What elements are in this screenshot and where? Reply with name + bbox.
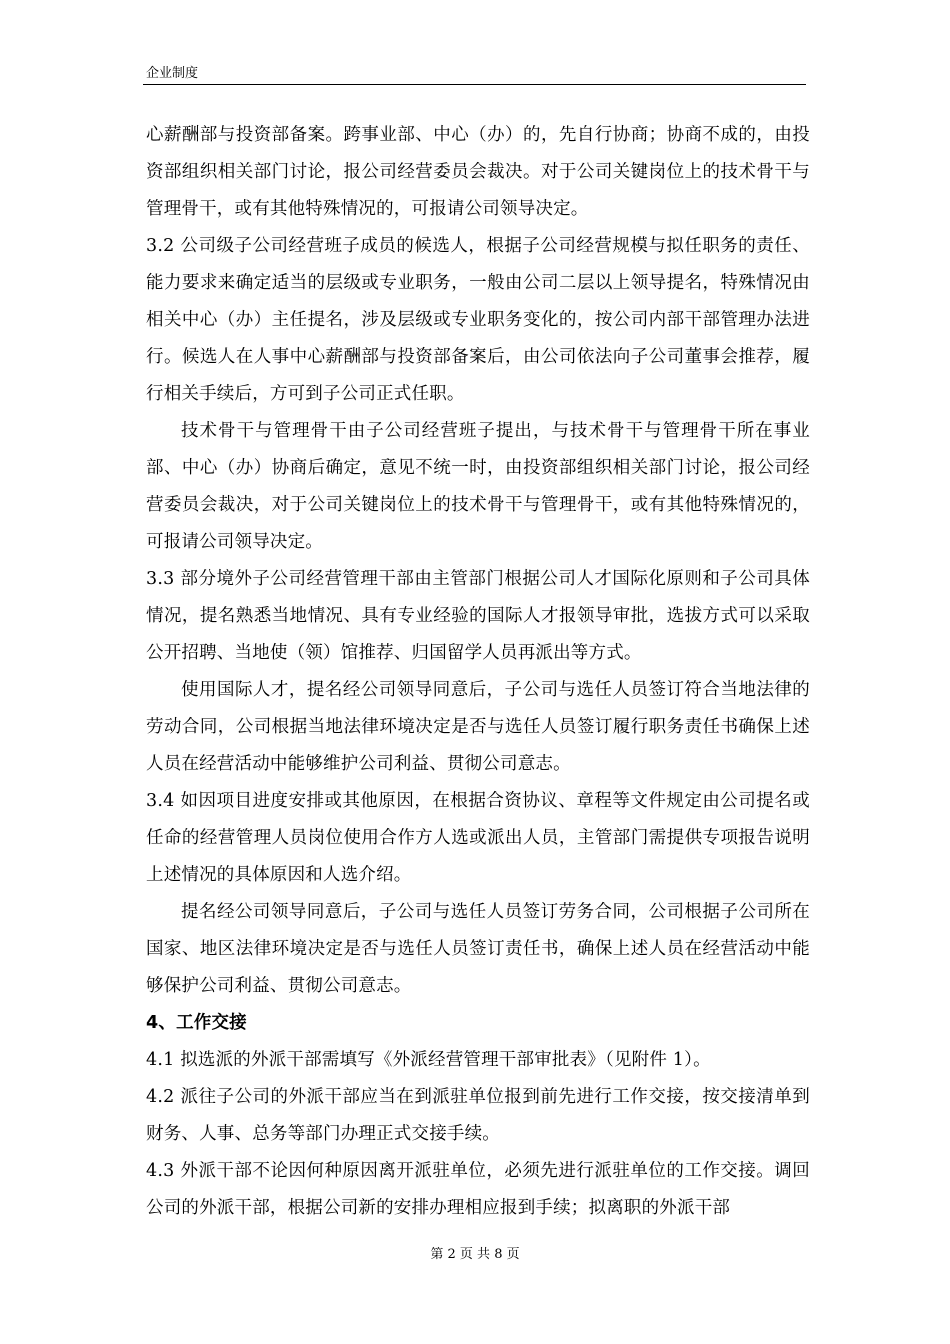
paragraph-section-4-3: 4.3 外派干部不论因何种原因离开派驻单位，必须先进行派驻单位的工作交接。调回公司的外派干部，根据公司新的安排办理相应报到手续；拟离职的外派干部 (146, 1161, 810, 1218)
paragraph-section-4-1: 4.1 拟选派的外派干部需填写《外派经营管理干部审批表》（见附件 1）。 (146, 1050, 711, 1070)
paragraph: 心薪酬部与投资部备案。跨事业部、中心（办）的，先自行协商；协商不成的，由投资部组织相关部门讨论，报公司经营委员会裁决。对于公司关键岗位上的技术骨干与管理骨干，或有其他特殊情况的，可报请公司领导决定。 (146, 125, 810, 219)
paragraph-section-3-2: 3.2 公司级子公司经营班子成员的候选人，根据子公司经营规模与拟任职务的责任、能力要求来确定适当的层级或专业职务，一般由公司二层以上领导提名，特殊情况由相关中心（办）主任提名，涉及层级或专业职务变化的，按公司内部干部管理办法进行。候选人在人事中心薪酬部与投资部备案后，由公司依法向子公司董事会推荐，履行相关手续后，方可到子公司正式任职。 (146, 236, 810, 404)
paragraph: 技术骨干与管理骨干由子公司经营班子提出，与技术骨干与管理骨干所在事业部、中心（办）协商后确定，意见不统一时，由投资部组织相关部门讨论，报公司经营委员会裁决，对于公司关键岗位上的技术骨干与管理骨干，或有其他特殊情况的，可报请公司领导决定。 (146, 421, 810, 552)
paragraph-section-4-2: 4.2 派往子公司的外派干部应当在到派驻单位报到前先进行工作交接，按交接清单到财务、人事、总务等部门办理正式交接手续。 (146, 1087, 810, 1144)
paragraph: 使用国际人才，提名经公司领导同意后，子公司与选任人员签订符合当地法律的劳动合同，公司根据当地法律环境决定是否与选任人员签订履行职务责任书确保上述人员在经营活动中能够维护公司利益、贯彻公司意志。 (146, 680, 810, 774)
header-rule (143, 84, 806, 85)
page-footer: 第 2 页 共 8 页 (430, 1247, 520, 1262)
paragraph-section-3-4: 3.4 如因项目进度安排或其他原因，在根据合资协议、章程等文件规定由公司提名或任命的经营管理人员岗位使用合作方人选或派出人员，主管部门需提供专项报告说明上述情况的具体原因和人选介绍。 (146, 791, 810, 885)
document-body (146, 117, 810, 1227)
page-header: 企业制度 (146, 66, 199, 81)
section-heading-4: 4、工作交接 (146, 1013, 247, 1033)
paragraph: 提名经公司领导同意后，子公司与选任人员签订劳务合同，公司根据子公司所在国家、地区法律环境决定是否与选任人员签订责任书，确保上述人员在经营活动中能够保护公司利益、贯彻公司意志。 (146, 902, 810, 996)
paragraph-section-3-3: 3.3 部分境外子公司经营管理干部由主管部门根据公司人才国际化原则和子公司具体情况，提名熟悉当地情况、具有专业经验的国际人才报领导审批，选拔方式可以采取公开招聘、当地使（领）馆推荐、归国留学人员再派出等方式。 (146, 569, 810, 663)
